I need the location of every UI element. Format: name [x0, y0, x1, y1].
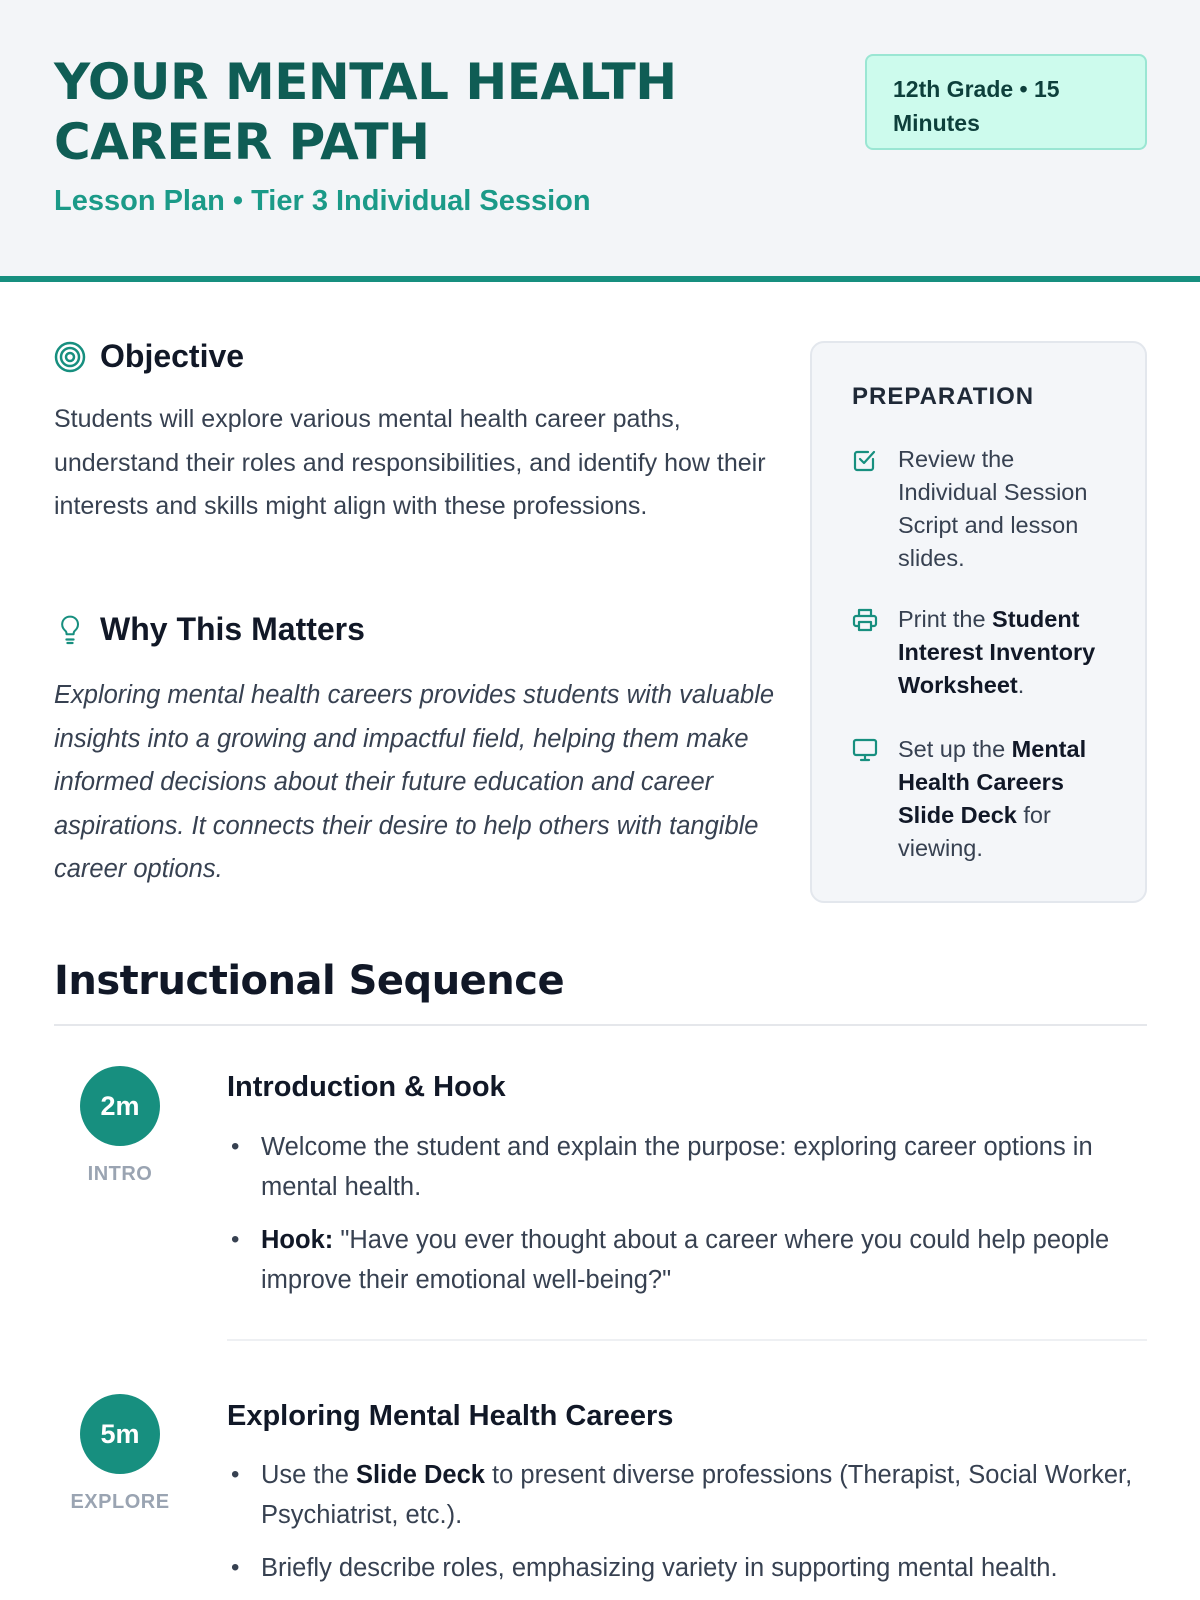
lightbulb-icon [54, 614, 86, 646]
preparation-item [852, 733, 1112, 865]
objective-text: Students will explore various mental health career paths, understand their roles and responsibilities, and identify how their interests and skills might align with these professions. [54, 405, 766, 520]
objective-heading-row [54, 338, 244, 375]
objective-heading: Objective [100, 338, 245, 374]
target-icon [54, 341, 86, 373]
sequence-title: Instructional Sequence [54, 958, 565, 1004]
why-heading-row [54, 611, 365, 648]
page-title: YOUR MENTAL HEALTH CAREER PATH [54, 53, 677, 171]
checkbox-icon [852, 443, 880, 575]
step-tag: EXPLORE [70, 1491, 170, 1513]
step-bullet: • Briefly describe roles, emphasizing variety in supporting mental health. [227, 1548, 1147, 1588]
preparation-item-text: Print the Student Interest Inventory Worksheet. [898, 606, 1096, 698]
why-text: Exploring mental health careers provides students with valuable insights into a growing and impactful field, helping them make informed decisions about their future education and career aspirations. It connects their desire to help others with tangible career options. [54, 681, 775, 883]
step-bullet-list [227, 1127, 1147, 1313]
sequence-divider [54, 1024, 1147, 1026]
step-bullet: • Hook: "Have you ever thought about a career where you could help people improve their emotional well-being?" [227, 1220, 1147, 1300]
step-time-badge: 2m [80, 1066, 160, 1146]
preparation-item-text: Review the Individual Session Script and lesson slides. [898, 446, 1088, 571]
page-subtitle: Lesson Plan • Tier 3 Individual Session [54, 185, 591, 217]
preparation-title: PREPARATION [852, 383, 1035, 410]
step-bullet-list [227, 1455, 1147, 1600]
step-title: Exploring Mental Health Careers [227, 1400, 674, 1432]
monitor-icon [852, 733, 880, 865]
step-title: Introduction & Hook [227, 1071, 506, 1103]
grade-duration-badge: 12th Grade • 15 Minutes [865, 54, 1147, 150]
step-divider [227, 1339, 1147, 1341]
step-bullet: • Welcome the student and explain the purpose: exploring career options in mental health. [227, 1127, 1147, 1207]
step-tag: INTRO [87, 1163, 153, 1185]
preparation-item [852, 443, 1112, 575]
page-header [0, 0, 1200, 282]
preparation-card [810, 341, 1147, 903]
step-time-badge: 5m [80, 1394, 160, 1474]
printer-icon [852, 603, 880, 702]
preparation-item [852, 603, 1112, 702]
preparation-item-text: Set up the Mental Health Careers Slide Deck for viewing. [898, 736, 1087, 861]
step-bullet: • Use the Slide Deck to present diverse professions (Therapist, Social Worker, Psychiatrist, etc.). [227, 1455, 1147, 1535]
why-heading: Why This Matters [100, 611, 365, 647]
